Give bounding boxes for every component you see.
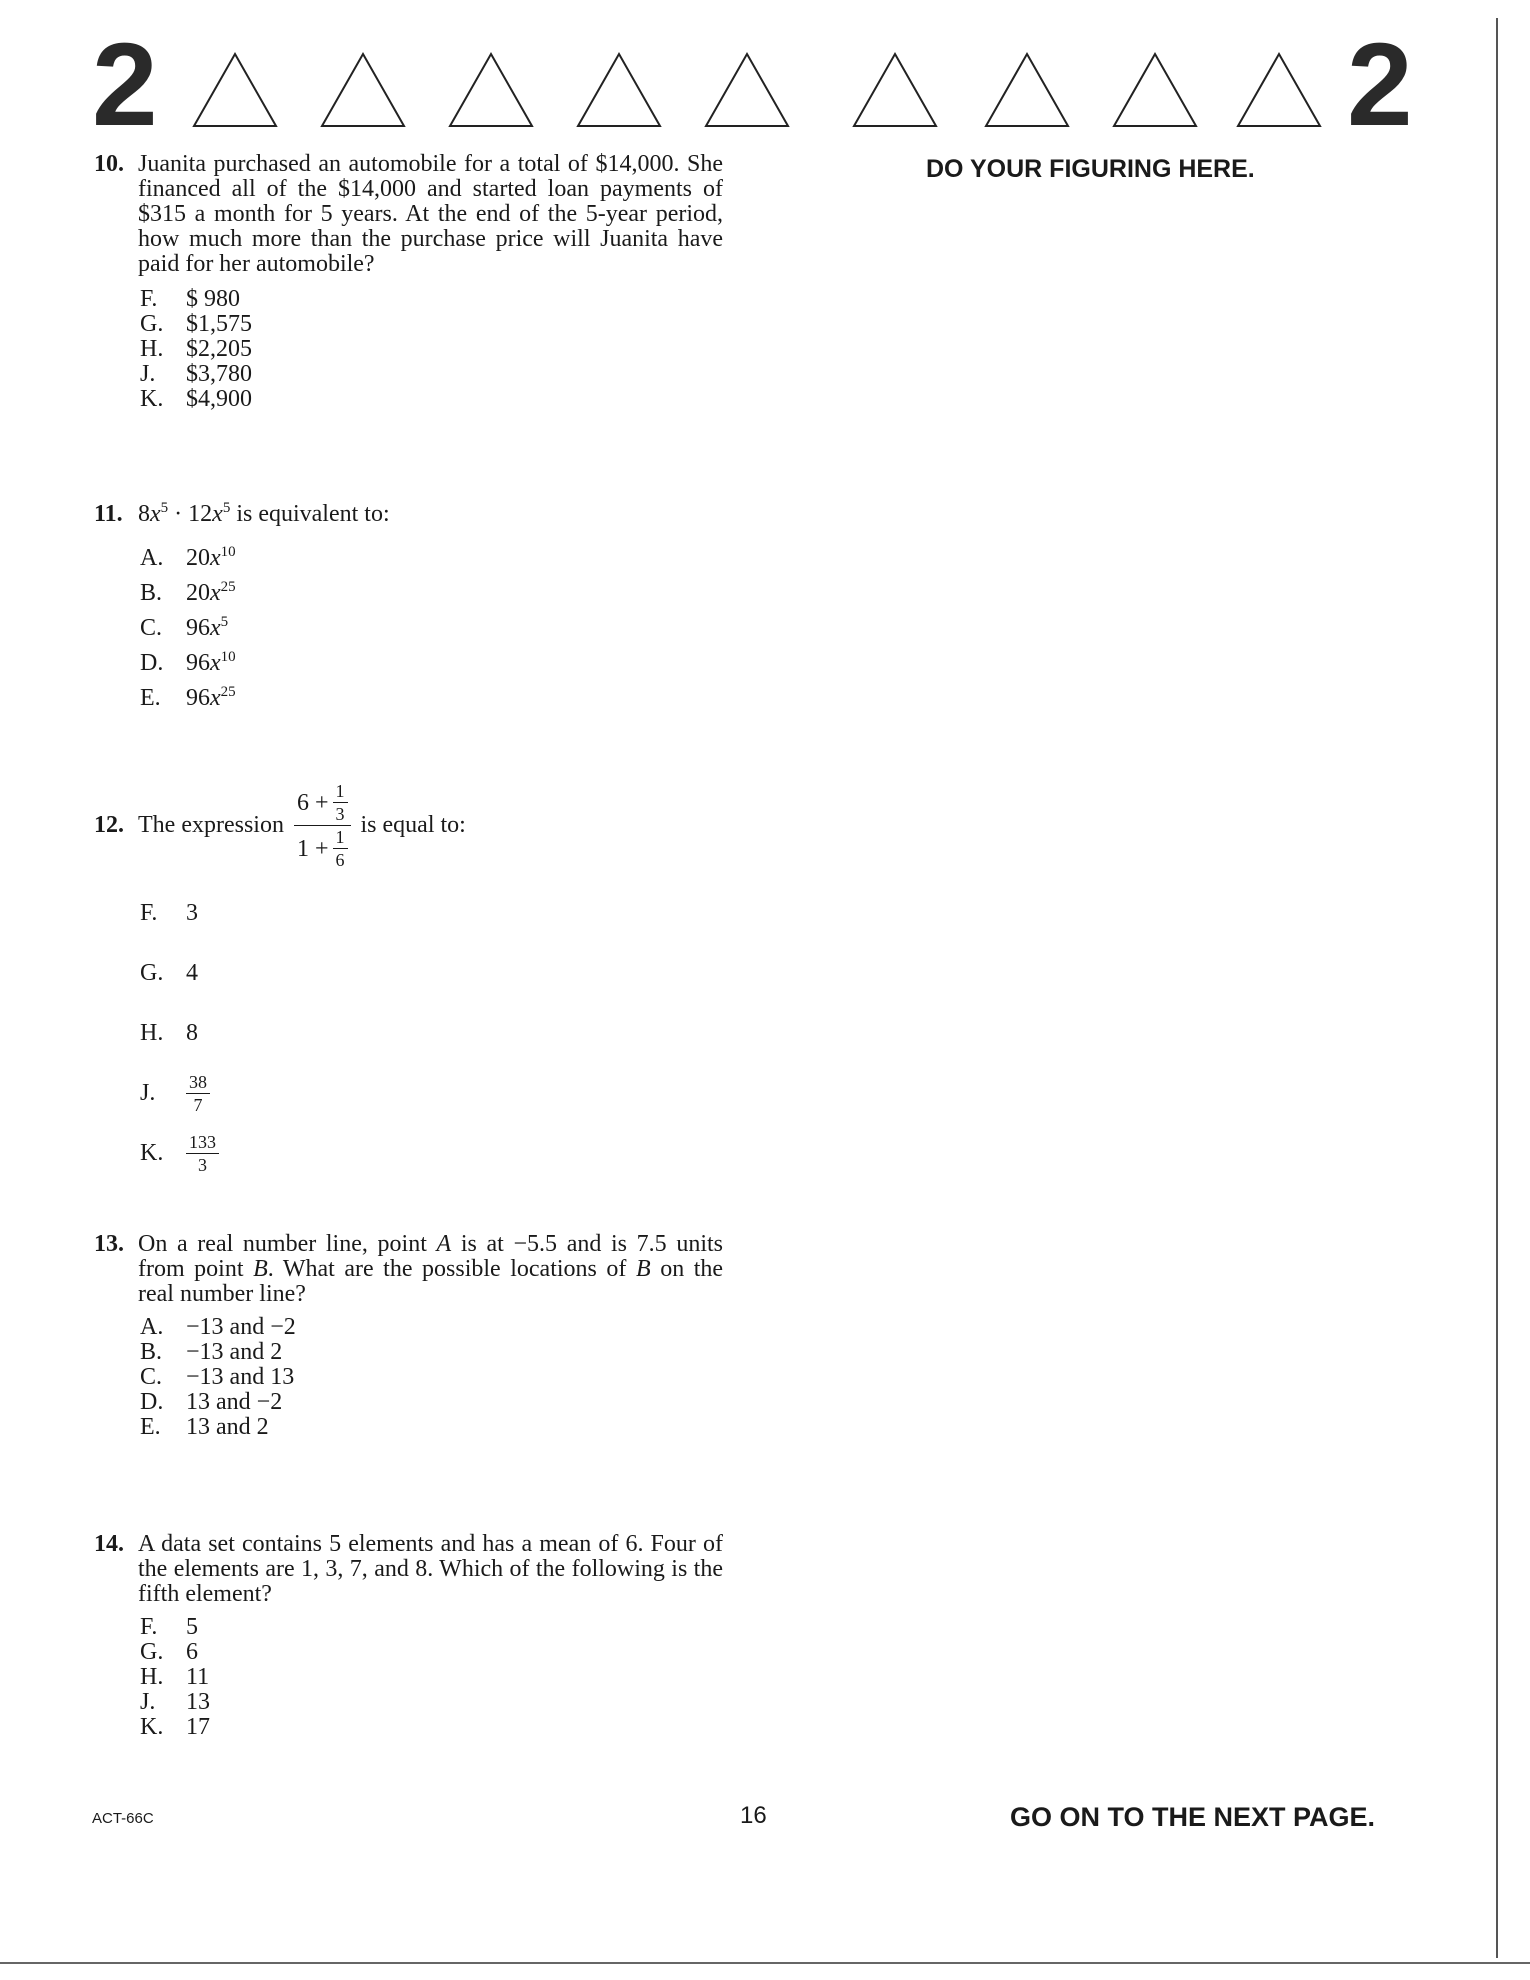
- question-number: 13.: [94, 1231, 124, 1257]
- answer-choice[interactable]: B. $20x^{25}$: [140, 579, 236, 606]
- question-11: [94, 502, 390, 716]
- answer-choice[interactable]: B. −13 and 2: [140, 1339, 283, 1365]
- answer-choice[interactable]: A. −13 and −2: [140, 1314, 296, 1340]
- triangle-icon: [1110, 50, 1200, 130]
- figuring-label: DO YOUR FIGURING HERE.: [926, 155, 1255, 183]
- question-10: [94, 152, 723, 412]
- answer-choices: [140, 1315, 723, 1440]
- answer-choices: [140, 541, 390, 716]
- answer-choice[interactable]: F. $ 980: [140, 286, 240, 312]
- answer-choice[interactable]: A. $20x^{10}$: [140, 544, 236, 571]
- question-stem: $8x^5 \cdot 12x^5$ is equivalent to:: [138, 500, 390, 527]
- question-14: [94, 1532, 723, 1740]
- section-number-right: 2: [1347, 19, 1413, 151]
- answer-choice[interactable]: F. 3: [140, 899, 198, 926]
- answer-choice[interactable]: G. 6: [140, 1639, 198, 1665]
- triangle-icon: [1234, 50, 1324, 130]
- complex-fraction: 6 + $\frac{1}{3}$ 1 + $\frac{1}{6}$: [294, 782, 351, 869]
- answer-choices: [140, 287, 723, 412]
- answer-choice[interactable]: G. 4: [140, 959, 198, 986]
- answer-choices: [140, 883, 466, 1183]
- answer-choice[interactable]: K. $4,900: [140, 386, 252, 412]
- page-edge-line: [1496, 18, 1498, 1958]
- question-13: [94, 1232, 723, 1440]
- answer-choices: [140, 1615, 723, 1740]
- answer-choice[interactable]: J. 13: [140, 1689, 210, 1715]
- answer-choice[interactable]: C. $96x^5$: [140, 614, 229, 641]
- triangle-icon: [850, 50, 940, 130]
- question-number: 14.: [94, 1531, 124, 1557]
- answer-choice[interactable]: E. $96x^{25}$: [140, 684, 236, 711]
- answer-choice[interactable]: J. $\frac{38}{7}$: [140, 1063, 466, 1123]
- question-number: 12.: [94, 812, 124, 838]
- answer-choice[interactable]: J. $3,780: [140, 361, 252, 387]
- page-number: 16: [740, 1802, 767, 1829]
- answer-choice[interactable]: F. 5: [140, 1614, 198, 1640]
- question-stem: On a real number line, point A is at −5.5 and is 7.5 units from point B. What are the possible locations of B on the real number line?: [138, 1231, 724, 1307]
- next-page-label: GO ON TO THE NEXT PAGE.: [1010, 1802, 1376, 1832]
- triangle-icon: [574, 50, 664, 130]
- question-number: 11.: [94, 501, 123, 527]
- triangle-icon: [982, 50, 1072, 130]
- answer-choice[interactable]: C. −13 and 13: [140, 1364, 295, 1390]
- answer-choice[interactable]: K. $\frac{133}{3}$: [140, 1123, 466, 1183]
- answer-choice[interactable]: G. $1,575: [140, 311, 252, 337]
- answer-choice[interactable]: K. 17: [140, 1714, 210, 1740]
- question-12: [94, 782, 466, 1183]
- answer-choice[interactable]: H. $2,205: [140, 336, 252, 362]
- form-code: ACT-66C: [92, 1810, 154, 1827]
- question-number: 10.: [94, 151, 124, 177]
- triangle-icon: [702, 50, 792, 130]
- page-bottom-line: [0, 1962, 1530, 1964]
- question-stem: A data set contains 5 elements and has a mean of 6. Four of the elements are 1, 3, 7, and 8. Which of the following is the fifth element?: [138, 1531, 723, 1607]
- answer-choice[interactable]: H. 8: [140, 1019, 198, 1046]
- answer-choice[interactable]: E. 13 and 2: [140, 1414, 269, 1440]
- answer-choice[interactable]: D. 13 and −2: [140, 1389, 283, 1415]
- answer-choice[interactable]: H. 11: [140, 1664, 210, 1690]
- answer-choice[interactable]: D. $96x^{10}$: [140, 649, 236, 676]
- triangle-icon: [446, 50, 536, 130]
- question-stem: The expression 6 + $\frac{1}{3}$ 1 + $\frac{1}{6}$ is equal to:: [138, 781, 466, 870]
- section-number-left: 2: [92, 19, 158, 151]
- triangle-row: [190, 50, 1320, 130]
- question-stem: Juanita purchased an automobile for a total of $14,000. She financed all of the $14,000 and started loan payments of $315 a month for 5 years. At the end of the 5-year period, how much more than the purchase price will Juanita have paid for her automobile?: [138, 151, 723, 277]
- triangle-icon: [190, 50, 280, 130]
- triangle-icon: [318, 50, 408, 130]
